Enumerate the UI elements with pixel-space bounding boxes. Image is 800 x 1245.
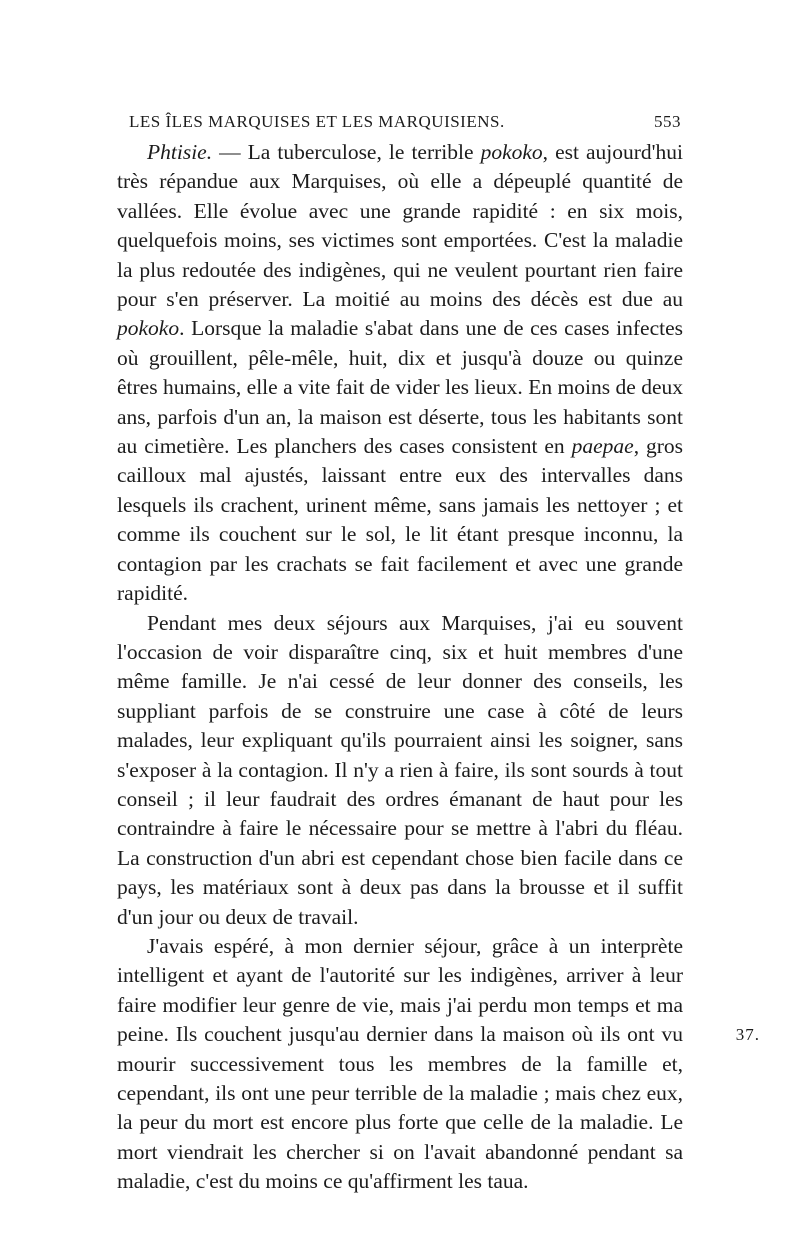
paragraph-sejours: Pendant mes deux séjours aux Marquises, j'ai eu souvent l'occasion de voir disparaître cinq, six et huit membres d'une même famille. Je n'ai cessé de leur donner des conseils, les suppliant parfois de se construire une case à côté de leurs malades, leur expliquant qu'ils pourraient ainsi les soigner, sans s'exposer à la contagion. Il n'y a rien à faire, ils sont sourds à tout conseil ; il leur faudrait des ordres émanant de haut pour les contraindre à faire le nécessaire pour se mettre à l'abri du fléau. La construction d'un abri est cependant chose bien facile dans ce pays, les matériaux sont à deux pas dans la brousse et il suffit d'un jour ou deux de travail. (117, 610, 683, 929)
book-page (117, 112, 683, 1197)
running-head (117, 112, 683, 138)
signature-mark: 37. (735, 1025, 760, 1044)
paragraph-phtisie (117, 138, 683, 609)
term-pokoko: pokoko (480, 140, 543, 164)
text-segment: . Lorsque la maladie s'abat dans une de ces cases infectes où grouillent, pêle-mêle, huit, dix et jusqu'à douze ou quinze êtres humains, elle a vite fait de vider les lieux. En moins de deux ans, parfois d'un an, la maison est déserte, tous les habitants sont au cimetière. Les planchers des cases consistent en (117, 316, 683, 459)
term-paepae: paepae (571, 434, 634, 459)
text-segment: , gros cailloux mal ajustés, laissant entre eux des intervalles dans lesquels ils crachent, urinent même, sans jamais les nettoyer ; et comme ils couchent sur le sol, le lit étant presque inconnu, la contagion par les crachats se fait facilement et avec une grande rapidité. (117, 434, 683, 606)
body-text (117, 138, 683, 1197)
section-lead: Phtisie. (147, 140, 213, 164)
paragraph-espere: J'avais espéré, à mon dernier séjour, grâce à un interprète intelligent et ayant de l'autorité sur les indigènes, arriver à leur faire modifier leur genre de vie, mais j'ai perdu mon temps et ma peine. Ils couchent jusqu'au dernier dans la maison où ils ont vu mourir successivement tous les membres de la famille et, cependant, ils ont une peur terrible de la maladie ; mais chez eux, la peur du mort est encore plus forte que celle de la maladie. Le mort viendrait les chercher si on l'avait abandonné pendant sa maladie, c'est du moins ce qu'affirment les taua. (117, 933, 683, 1194)
page-number: 553 (654, 112, 681, 131)
term-pokoko: pokoko (117, 316, 180, 341)
text-segment: , est aujourd'hui très répandue aux Marquises, où elle a dépeuplé quantité de vallées. Elle évolue avec une grande rapidité : en six mois, quelquefois moins, ses victimes sont emportées. C'est la maladie la plus redoutée des indigènes, qui ne veulent pourtant rien faire pour s'en préserver. La moitié au moins des décès est due au (117, 140, 684, 312)
text-segment: — La tuberculose, le terrible (212, 140, 481, 164)
running-title: LES ÎLES MARQUISES ET LES MARQUISIENS. (129, 112, 505, 131)
